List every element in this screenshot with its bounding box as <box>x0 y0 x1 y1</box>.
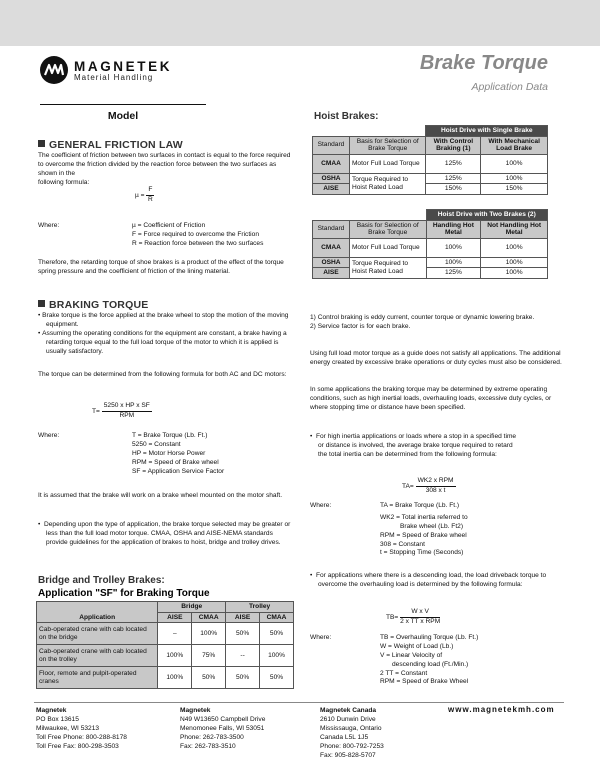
table-row: OSHA Torque Required to Hoist Rated Load 100% 100% <box>313 257 548 268</box>
bridge-trolley-heading: Bridge and Trolley Brakes: <box>38 575 165 586</box>
footer-address-canada: Magnetek Canada 2610 Dunwin Drive Mississauga, Ontario Canada L5L 1J5 Phone: 800-792-7253 Fax: 905-828-5707 <box>320 707 384 760</box>
table-header: Handling Hot Metal <box>426 220 481 238</box>
table-header: With Control Braking (1) <box>426 136 481 154</box>
tb-where: Where: <box>310 634 332 641</box>
table-header: CMAA <box>260 612 294 623</box>
footer-divider <box>34 702 564 703</box>
braking-assumption: It is assumed that the brake will work on a brake wheel mounted on the motor shaft. <box>38 492 283 499</box>
ta-where: Where: <box>310 502 332 509</box>
table-header: Basis for Selection of Brake Torque <box>349 136 426 154</box>
table-row: AISE 150% 150% <box>313 184 548 195</box>
website-link[interactable]: www.magnetekmh.com <box>448 705 555 714</box>
footer-address-menomonee: Magnetek N49 W13650 Campbell Drive Menomonee Falls, WI 53051 Phone: 262-783-3500 Fax: 262-783-3510 <box>180 707 266 751</box>
table-group-header: Hoist Drive with Two Brakes (2) <box>426 210 548 221</box>
hoist-descend-bullet: • For applications where there is a descending load, the load driveback torque to overcome the overhauling load is determined by the following formula: <box>310 572 547 588</box>
hoist-notes: 1) Control braking is eddy current, counter torque or dynamic lowering brake. 2) Service factor is for each brake. <box>310 314 535 330</box>
table-row: CMAA Motor Full Load Torque 125% 100% <box>313 154 548 173</box>
braking-definitions: T = Brake Torque (Lb. Ft.) 5250 = Constant HP = Motor Horse Power RPM = Speed of Brake wheel SF = Application Service Factor <box>132 432 225 475</box>
hoist-inertia-bullet: • For high inertia applications or loads where a stop in a specified time or distance is involved, the average brake torque required to retard the total inertia can be determined from the following formula: <box>310 433 517 458</box>
braking-formula: T= $\frac{\text{5250 x HP x SF}}{\text{RPM}}$ <box>92 402 150 419</box>
model-label: Model <box>40 104 206 123</box>
braking-bullet-3: • Depending upon the type of application, the brake torque selected may be greater or less than the full load motor torque. CMAA, OSHA and AISE-NEMA standards provide guidelines for the application of brakes to hoist, bridge and trolley drives. <box>38 521 291 546</box>
hoist-para-2: In some applications the braking torque may be determined by extreme operating conditions, such as high inertial loads, overhauling loads, excessive duty cycles, or where stopping time or distance have been specified. <box>310 386 552 411</box>
tb-formula: TB= $\frac{\text{W x V}}{\text{2 x TT x RPM}}$ <box>386 608 441 625</box>
bridge-trolley-table <box>36 601 294 689</box>
table-row: CMAA Motor Full Load Torque 100% 100% <box>313 238 548 257</box>
table-row: OSHA Torque Required to Hoist Rated Load 125% 100% <box>313 173 548 184</box>
table-header: Basis for Selection of Brake Torque <box>349 220 426 238</box>
friction-intro: The coefficient of friction between two surfaces in contact is equal to the force required to overcome the friction divided by the reaction force between the two surfaces as shown in the following formula: <box>38 152 291 186</box>
table-header: CMAA <box>192 612 226 623</box>
table-header: Not Handling Hot Metal <box>481 220 548 238</box>
page-subtitle: Application Data <box>471 81 548 93</box>
square-bullet-icon <box>38 140 45 147</box>
brand-subtitle: Material Handling <box>74 73 154 82</box>
square-bullet-icon <box>38 300 45 307</box>
braking-heading: BRAKING TORQUE <box>38 298 148 312</box>
ta-formula: TA= $\frac{\text{WK2 x RPM}}{\text{308 x t}}$ <box>402 477 454 494</box>
magnetek-logo-icon <box>40 56 68 84</box>
braking-bullets: • Brake torque is the force applied at the brake wheel to stop the motion of the moving equipment. • Assuming the operating conditions for the equipment are constant, a brake having a retarding torque equal to the full load torque of the motor to which it is applied is usually satisfactory. <box>38 312 289 355</box>
friction-heading: GENERAL FRICTION LAW <box>38 138 183 152</box>
table-header: Standard <box>313 220 350 238</box>
table-row: Floor, remote and pulpit-operated cranes 100% 50% 50% 50% <box>37 667 294 689</box>
bridge-trolley-subheading: Application "SF" for Braking Torque <box>38 588 210 599</box>
friction-formula: µ = $\frac{F}{R}$ <box>135 186 153 203</box>
footer-address-milwaukee: Magnetek PO Box 13615 Milwaukee, WI 53213 Toll Free Phone: 800-288-8178 Toll Free Fax: 800-298-3503 <box>36 707 127 751</box>
brand-name: MAGNETEK <box>74 59 173 74</box>
hoist-para-1: Using full load motor torque as a guide does not satisfy all applications. The additional energy created by excessive brake operations or duty cycles must also be considered. <box>310 350 562 366</box>
table-group-header: Bridge <box>158 602 226 613</box>
friction-where: Where: <box>38 222 60 229</box>
table-header: Application <box>37 602 158 623</box>
table-header: AISE <box>158 612 192 623</box>
table-row: AISE 125% 100% <box>313 268 548 279</box>
table-group-header: Hoist Drive with Single Brake <box>426 126 548 137</box>
hoist-heading: Hoist Brakes: <box>314 111 379 122</box>
hoist-single-brake-table <box>312 125 548 195</box>
ta-definitions: TA = Brake Torque (Lb. Ft.) WK2 = Total inertia referred to Brake wheel (Lb. Ft2) RPM = Speed of Brake wheel 308 = Constant t = Stopping Time (Seconds) <box>380 502 468 557</box>
tb-definitions: TB = Overhauling Torque (Lb. Ft.) W = Weight of Load (Lb.) V = Linear Velocity of descending load (Ft./Min.) 2 TT = Constant RPM = Speed of Brake Wheel <box>380 634 479 686</box>
table-row: Cab-operated crane with cab located on the bridge – 100% 50% 50% <box>37 623 294 645</box>
table-header: With Mechanical Load Brake <box>481 136 548 154</box>
table-header: AISE <box>226 612 260 623</box>
hoist-two-brakes-table <box>312 209 548 279</box>
friction-definitions: µ = Coefficient of Friction F = Force required to overcome the Friction R = Reaction force between the two surfaces <box>132 222 264 247</box>
table-row: Cab-operated crane with cab located on the trolley 100% 75% -- 100% <box>37 645 294 667</box>
braking-formula-intro: The torque can be determined from the following formula for both AC and DC motors: <box>38 371 287 378</box>
friction-conclusion: Therefore, the retarding torque of shoe brakes is a product of the effect of the torque spring pressure and the coefficient of friction of the lining material. <box>38 259 284 275</box>
table-header: Standard <box>313 136 350 154</box>
page-title: Brake Torque <box>419 52 548 74</box>
braking-where: Where: <box>38 432 60 439</box>
header-band <box>0 0 600 46</box>
table-group-header: Trolley <box>226 602 294 613</box>
